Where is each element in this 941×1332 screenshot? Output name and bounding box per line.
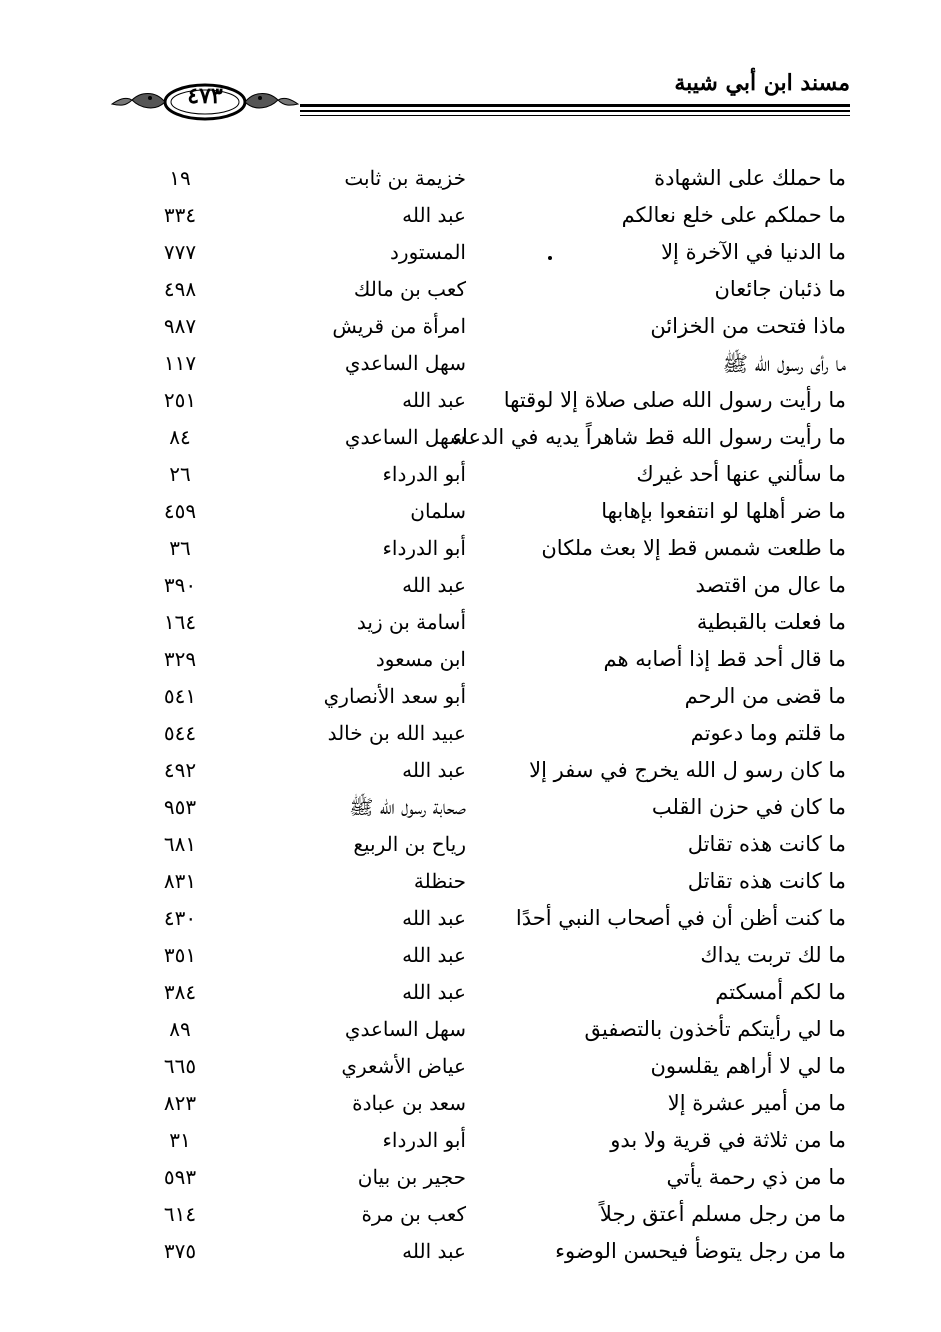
page-reference: ١٦٤ — [163, 610, 197, 634]
narrator: سهل الساعدي — [344, 351, 466, 375]
page-reference: ٩٥٣ — [163, 795, 197, 819]
page-reference: ٣١ — [169, 1128, 191, 1152]
index-row — [0, 1161, 941, 1198]
index-row — [0, 458, 941, 495]
narrator: أبو الدرداء — [382, 1128, 466, 1152]
narrator: عبد الله — [402, 203, 466, 227]
hadith-phrase: ما من رجل يتوضأ فيحسن الوضوء — [555, 1239, 846, 1263]
index-row — [0, 310, 941, 347]
hadith-phrase: ما من أمير عشرة إلا — [667, 1091, 846, 1115]
narrator: خزيمة بن ثابت — [344, 166, 466, 190]
index-row — [0, 569, 941, 606]
index-row — [0, 495, 941, 532]
hadith-phrase: ما كان في حزن القلب — [651, 795, 846, 819]
index-row — [0, 1013, 941, 1050]
index-row — [0, 532, 941, 569]
narrator: عبد الله — [402, 573, 466, 597]
narrator: المستورد — [390, 240, 466, 264]
index-row — [0, 902, 941, 939]
page-number: ٤٧٣ — [187, 83, 223, 109]
page-reference: ٣٩٠ — [163, 573, 197, 597]
narrator: سعد بن عبادة — [352, 1091, 466, 1115]
index-row — [0, 347, 941, 384]
narrator: أسامة بن زيد — [356, 610, 466, 634]
narrator: عياض الأشعري — [341, 1054, 466, 1078]
hadith-phrase: ما لي لا أراهم يقلسون — [650, 1054, 846, 1078]
index-row — [0, 717, 941, 754]
page-reference: ٨٤ — [169, 425, 191, 449]
book-title: مسند ابن أبي شيبة — [674, 70, 850, 96]
hadith-phrase: ما حملك على الشهادة — [654, 166, 846, 190]
page-reference: ٦٨١ — [163, 832, 197, 856]
hadith-phrase: ما الدنيا في الآخرة إلا — [661, 240, 846, 264]
index-row — [0, 828, 941, 865]
narrator: عبد الله — [402, 906, 466, 930]
page-reference: ١١٧ — [163, 351, 197, 375]
narrator: كعب بن مرة — [361, 1202, 466, 1226]
page-reference: ٨٣١ — [163, 869, 197, 893]
page-reference: ٣٥١ — [163, 943, 197, 967]
hadith-phrase: ما لك تربت يداك — [700, 943, 846, 967]
hadith-phrase: ما رأيت رسول الله قط شاهراً يديه في الدعاء — [452, 425, 846, 449]
narrator: ابن مسعود — [375, 647, 466, 671]
index-row — [0, 199, 941, 236]
page-reference: ٥٤٤ — [163, 721, 197, 745]
index-row — [0, 976, 941, 1013]
narrator: سهل الساعدي — [344, 1017, 466, 1041]
hadith-phrase: ما طلعت شمس قط إلا بعث ملكان — [541, 536, 846, 560]
index-row — [0, 754, 941, 791]
index-row — [0, 1050, 941, 1087]
hadith-phrase: ما قلتم وما دعوتم — [690, 721, 846, 745]
page-reference: ١٩ — [169, 166, 191, 190]
index-row — [0, 1198, 941, 1235]
narrator: سهل الساعدي — [344, 425, 466, 449]
page-reference: ٤٣٠ — [163, 906, 197, 930]
hadith-phrase: ما حملكم على خلع نعالكم — [621, 203, 846, 227]
index-row — [0, 384, 941, 421]
hadith-phrase: ما كانت هذه تقاتل — [687, 869, 846, 893]
narrator: حنظلة — [413, 869, 466, 893]
page-header — [110, 62, 850, 132]
page-reference: ٢٦ — [169, 462, 191, 486]
index-row — [0, 680, 941, 717]
hadith-phrase: ما من رجل مسلم أعتق رجلاً — [599, 1202, 846, 1226]
index-row — [0, 236, 941, 273]
page-reference: ٤٩٢ — [163, 758, 197, 782]
hadith-phrase: ما كنت أظن أن في أصحاب النبي أحدًا — [515, 906, 846, 930]
narrator: عبد الله — [402, 1239, 466, 1263]
narrator: عبد الله — [402, 758, 466, 782]
hadith-phrase: ما من ثلاثة في قرية ولا بدو — [610, 1128, 846, 1152]
narrator: عبيد الله بن خالد — [327, 721, 466, 745]
page-reference: ٦٦٥ — [163, 1054, 197, 1078]
index-row — [0, 1087, 941, 1124]
page-reference: ٥٤١ — [163, 684, 197, 708]
hadith-phrase: ما سألني عنها أحد غيرك — [636, 462, 846, 486]
narrator: كعب بن مالك — [353, 277, 466, 301]
page-reference: ٩٨٧ — [163, 314, 197, 338]
narrator: امرأة من قريش — [332, 314, 466, 338]
hadith-phrase: ما من ذي رحمة يأتي — [666, 1165, 846, 1189]
page-reference: ٨٢٣ — [163, 1091, 197, 1115]
narrator: سلمان — [410, 499, 466, 523]
page-reference: ٨٩ — [169, 1017, 191, 1041]
index-row — [0, 1124, 941, 1161]
narrator: حجير بن بيان — [357, 1165, 466, 1189]
index-row — [0, 865, 941, 902]
hadith-phrase: ما كان رسو ل الله يخرج في سفر إلا — [529, 758, 846, 782]
narrator: عبد الله — [402, 388, 466, 412]
hadith-phrase: ما ضر أهلها لو انتفعوا بإهابها — [601, 499, 846, 523]
narrator: أبو الدرداء — [382, 462, 466, 486]
page-reference: ٧٧٧ — [163, 240, 197, 264]
page-reference: ٣٣٤ — [163, 203, 197, 227]
index-row — [0, 939, 941, 976]
page-reference: ٣٢٩ — [163, 647, 197, 671]
narrator: عبد الله — [402, 943, 466, 967]
index-row — [0, 791, 941, 828]
hadith-phrase: ما لكم أمسكتم — [715, 980, 846, 1004]
narrator: عبد الله — [402, 980, 466, 1004]
narrator: أبو الدرداء — [382, 536, 466, 560]
index-row — [0, 1235, 941, 1272]
narrator: أبو سعد الأنصاري — [323, 684, 466, 708]
hadith-phrase: ما رأى رسول الله ﷺ — [722, 352, 846, 376]
index-row — [0, 162, 941, 199]
hadith-phrase: ماذا فتحت من الخزائن — [650, 314, 846, 338]
page-reference: ٢٥١ — [163, 388, 197, 412]
header-rule — [300, 104, 850, 116]
hadith-phrase: ما قضى من الرحم — [684, 684, 846, 708]
hadith-phrase: ما ذئبان جائعان — [714, 277, 846, 301]
index-row — [0, 273, 941, 310]
hadith-phrase: ما كانت هذه تقاتل — [687, 832, 846, 856]
page-reference: ٦١٤ — [163, 1202, 197, 1226]
narrator: رياح بن الربيع — [353, 832, 466, 856]
page-reference: ٣٨٤ — [163, 980, 197, 1004]
hadith-phrase: ما قال أحد قط إذا أصابه هم — [603, 647, 846, 671]
page-reference: ٣٧٥ — [163, 1239, 197, 1263]
page-reference: ٣٦ — [169, 536, 191, 560]
page-reference: ٤٩٨ — [163, 277, 197, 301]
index-row — [0, 421, 941, 458]
page-reference: ٥٩٣ — [163, 1165, 197, 1189]
hadith-phrase: ما فعلت بالقبطية — [696, 610, 846, 634]
hadith-phrase: ما عال من اقتصد — [695, 573, 846, 597]
hadith-phrase: ما لي رأيتكم تأخذون بالتصفيق — [584, 1017, 846, 1041]
narrator: صحابة رسول الله ﷺ — [349, 795, 466, 819]
index-row — [0, 643, 941, 680]
index-row — [0, 606, 941, 643]
hadith-phrase: ما رأيت رسول الله صلى صلاة إلا لوقتها — [503, 388, 846, 412]
page-reference: ٤٥٩ — [163, 499, 197, 523]
index-list — [0, 162, 941, 1272]
